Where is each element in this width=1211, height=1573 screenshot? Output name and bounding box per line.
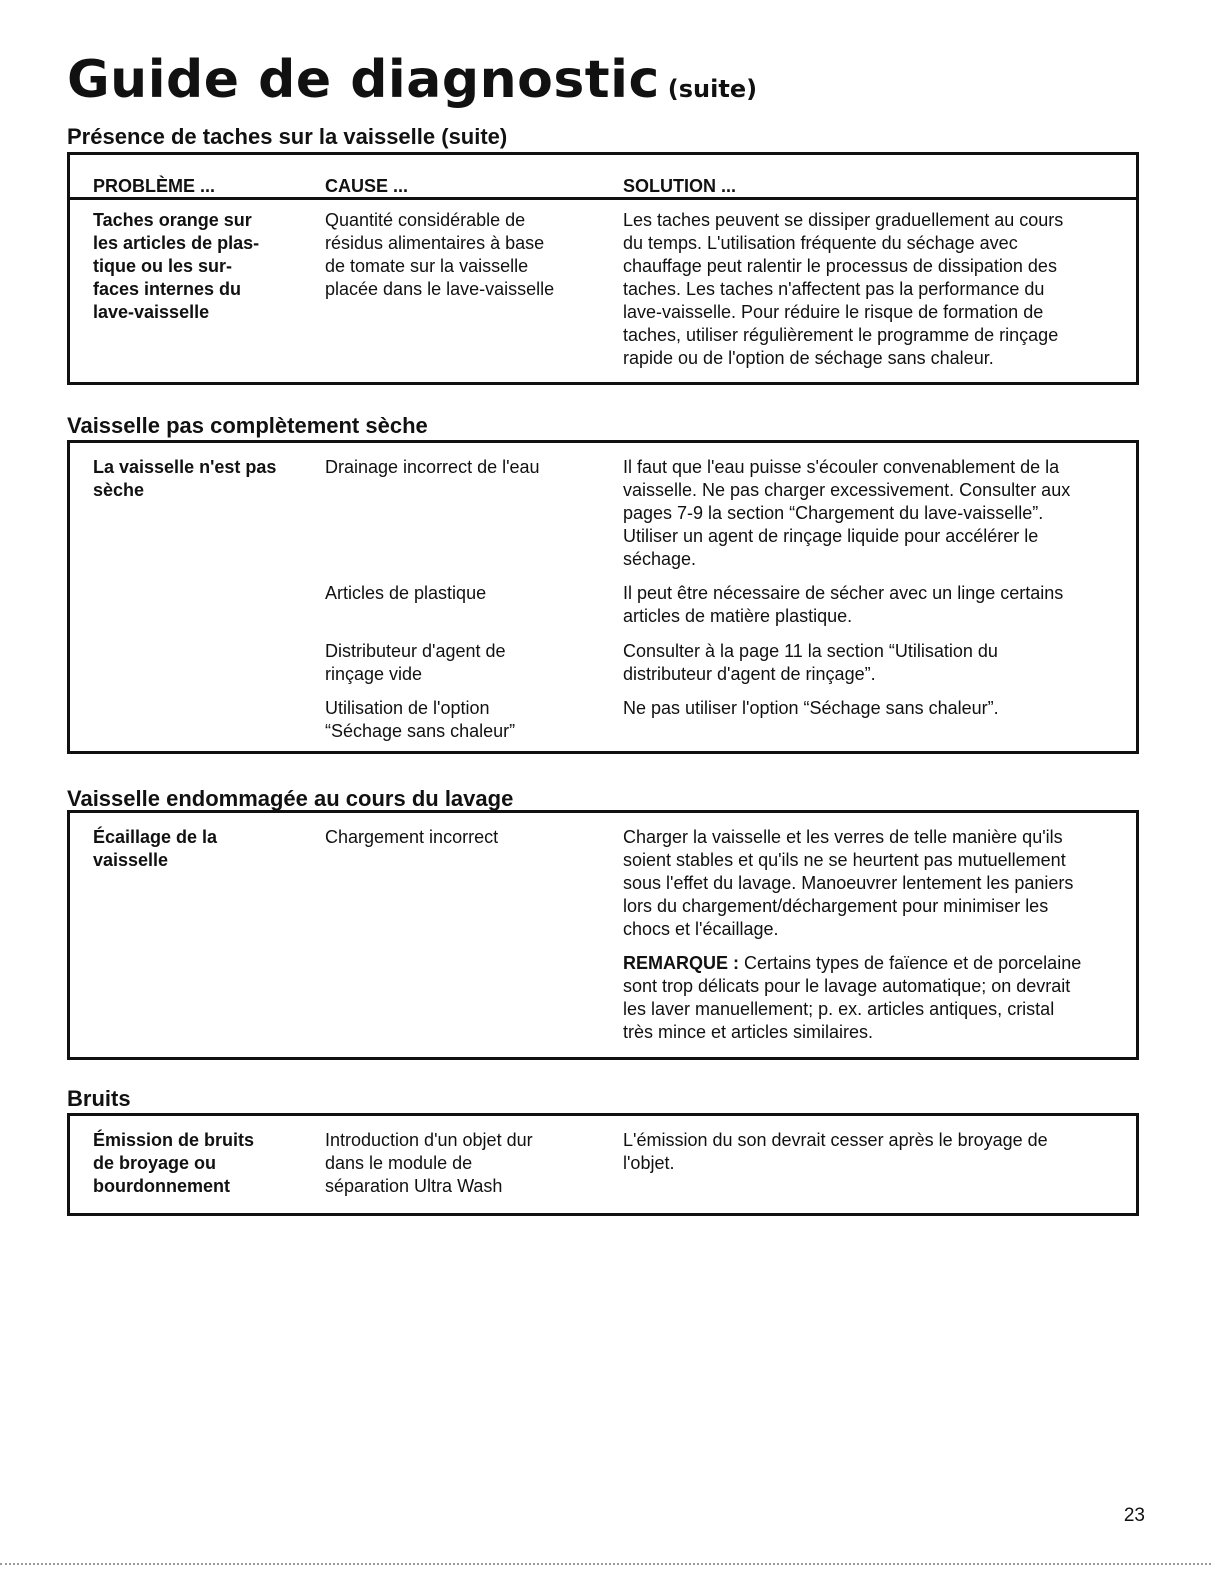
troubleshooting-table-spots: [67, 152, 1139, 385]
solution-cell: Les taches peuvent se dissiper graduellement au cours du temps. L'utilisation fréquente du séchage avec chauffage peut ralentir le processus de dissipation des taches. Les taches n'affectent pas la performance du lave-vaisselle. Pour réduire le risque de formation de taches, utiliser régulièrement le programme de rinçage rapide ou de l'option de séchage sans chaleur.: [623, 210, 1064, 368]
column-header-solution: SOLUTION ...: [623, 176, 737, 196]
troubleshooting-table-damage: [67, 810, 1139, 1060]
problem-cell: Taches orange sur les articles de plas- tique ou les sur- faces internes du lave-vaisselle: [93, 210, 260, 322]
header-divider: [70, 197, 1136, 200]
cause-cell: Quantité considérable de résidus alimentaires à base de tomate sur la vaisselle placée dans le lave-vaisselle: [325, 210, 555, 299]
troubleshooting-table-drying: [67, 440, 1139, 754]
cause-cell: Articles de plastique: [325, 583, 487, 603]
problem-cell: Émission de bruits de broyage ou bourdonnement: [93, 1130, 255, 1196]
problem-cell: Écaillage de la vaisselle: [93, 827, 218, 870]
page-title-main: Guide de diagnostic: [67, 50, 660, 110]
cause-cell: Drainage incorrect de l'eau: [325, 457, 540, 477]
solution-cell: Il peut être nécessaire de sécher avec un linge certains articles de matière plastique.: [623, 583, 1064, 626]
page-title: [67, 50, 757, 119]
cause-cell: Distributeur d'agent de rinçage vide: [325, 641, 506, 684]
column-header-problem: PROBLÈME ...: [93, 176, 216, 196]
note-label: REMARQUE :: [623, 953, 739, 973]
note-cell: [623, 952, 1143, 1044]
solution-cell: Il faut que l'eau puisse s'écouler convenablement de la vaisselle. Ne pas charger excessivement. Consulter aux pages 7-9 la section “Chargement du lave-vaisselle”. Utiliser un agent de rinçage liquide pour accélérer le séchage.: [623, 457, 1071, 569]
page-title-suffix: (suite): [667, 75, 758, 103]
note-text: Certains types de faïence et de porcelaine sont trop délicats pour le lavage automatique; on devrait les laver manuellement; p. ex. articles antiques, cristal très mince et articles similaires.: [623, 953, 1082, 1042]
cause-cell: Chargement incorrect: [325, 827, 499, 847]
column-header-cause: CAUSE ...: [325, 176, 409, 196]
section-heading-drying: Vaisselle pas complètement sèche: [67, 413, 428, 438]
bottom-divider: [0, 1563, 1211, 1567]
solution-cell: Charger la vaisselle et les verres de telle manière qu'ils soient stables et qu'ils ne se heurtent pas mutuellement sous l'effet du lavage. Manoeuvrer lentement les paniers lors du chargement/déchargement pour minimiser les chocs et l'écaillage.: [623, 827, 1074, 939]
problem-cell: La vaisselle n'est pas sèche: [93, 457, 277, 500]
section-heading-spots: Présence de taches sur la vaisselle (suite): [67, 124, 508, 149]
solution-cell: L'émission du son devrait cesser après le broyage de l'objet.: [623, 1130, 1048, 1173]
solution-cell: Ne pas utiliser l'option “Séchage sans chaleur”.: [623, 698, 999, 718]
cause-cell: Introduction d'un objet dur dans le module de séparation Ultra Wash: [325, 1130, 533, 1196]
section-heading-damage: Vaisselle endommagée au cours du lavage: [67, 786, 514, 811]
section-heading-noise: Bruits: [67, 1086, 131, 1111]
page-number: 23: [1123, 1505, 1145, 1526]
solution-cell: Consulter à la page 11 la section “Utilisation du distributeur d'agent de rinçage”.: [623, 641, 998, 684]
troubleshooting-table-noise: [67, 1113, 1139, 1216]
cause-cell: Utilisation de l'option “Séchage sans chaleur”: [325, 698, 516, 741]
